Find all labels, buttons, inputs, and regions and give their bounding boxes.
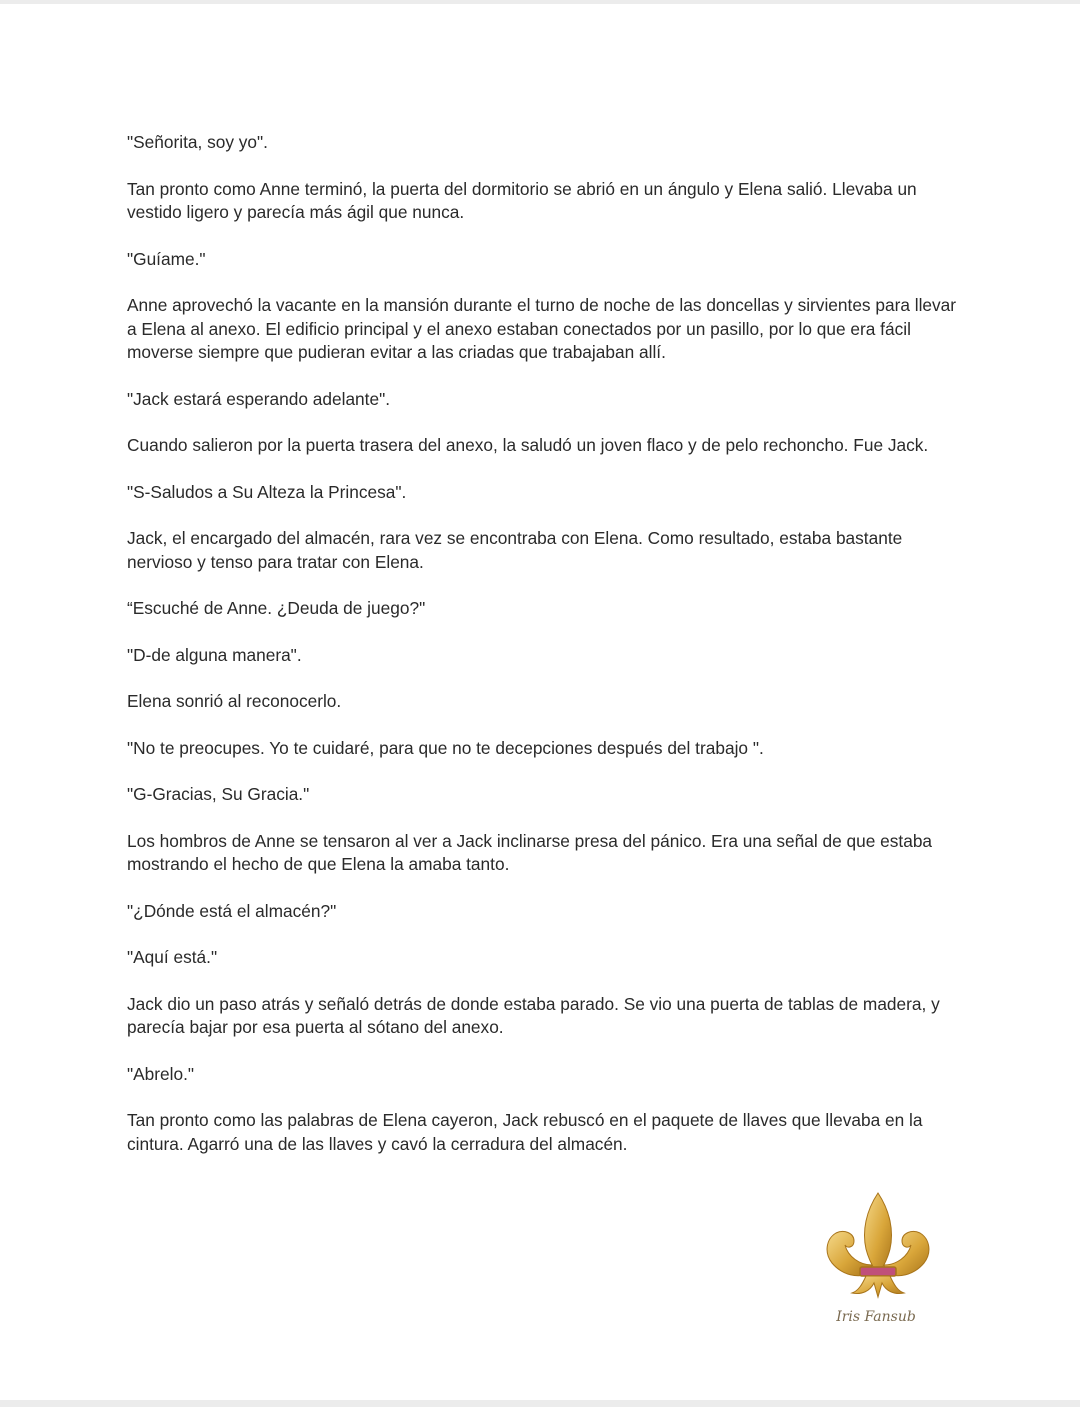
paragraph-3: "Guíame." bbox=[127, 248, 206, 269]
fansub-logo bbox=[818, 1187, 938, 1337]
paragraph-18: "Abrelo." bbox=[127, 1063, 195, 1084]
fleur-de-lis-icon bbox=[818, 1187, 938, 1337]
document-body bbox=[127, 131, 957, 1179]
svg-text:Iris Fansub: Iris Fansub bbox=[836, 1309, 916, 1325]
document-page bbox=[0, 4, 1080, 1400]
paragraph-2: Tan pronto como Anne terminó, la puerta del dormitorio se abrió en un ángulo y Elena salió. Llevaba un vestido ligero y parecía más ágil que nunca. bbox=[127, 178, 917, 222]
paragraph-17: Jack dio un paso atrás y señaló detrás de donde estaba parado. Se vio una puerta de tablas de madera, y parecía bajar por esa puerta al sótano del anexo. bbox=[127, 993, 940, 1037]
paragraph-14: Los hombros de Anne se tensaron al ver a Jack inclinarse presa del pánico. Era una señal de que estaba mostrando el hecho de que Elena la amaba tanto. bbox=[127, 830, 933, 874]
paragraph-16: "Aquí está." bbox=[127, 947, 218, 967]
paragraph-11: Elena sonrió al reconocerlo. bbox=[127, 691, 342, 711]
paragraph-4: Anne aprovechó la vacante en la mansión durante el turno de noche de las doncellas y sirvientes para llevar a Elena al anexo. El edificio principal y el anexo estaban conectados por un pasillo, por lo que era fácil moverse siempre que pudieran evitar a las criadas que trabajaban allí. bbox=[127, 295, 957, 362]
paragraph-1: "Señorita, soy yo". bbox=[127, 132, 268, 152]
paragraph-6: Cuando salieron por la puerta trasera del anexo, la saludó un joven flaco y de pelo rechoncho. Fue Jack. bbox=[127, 435, 929, 455]
paragraph-13: "G-Gracias, Su Gracia." bbox=[127, 784, 310, 804]
paragraph-12: "No te preocupes. Yo te cuidaré, para que no te decepciones después del trabajo ". bbox=[127, 737, 764, 758]
paragraph-5: "Jack estará esperando adelante". bbox=[127, 388, 391, 409]
paragraph-15: "¿Dónde está el almacén?" bbox=[127, 900, 337, 921]
paragraph-19: Tan pronto como las palabras de Elena cayeron, Jack rebuscó en el paquete de llaves que llevaba en la cintura. Agarró una de las llaves y cavó la cerradura del almacén. bbox=[127, 1110, 923, 1154]
paragraph-8: Jack, el encargado del almacén, rara vez se encontraba con Elena. Como resultado, estaba bastante nervioso y tenso para tratar con Elena. bbox=[127, 528, 903, 572]
paragraph-10: "D-de alguna manera". bbox=[127, 644, 302, 665]
paragraph-9: “Escuché de Anne. ¿Deuda de juego?" bbox=[127, 598, 426, 618]
paragraph-7: "S-Saludos a Su Alteza la Princesa". bbox=[127, 481, 407, 502]
